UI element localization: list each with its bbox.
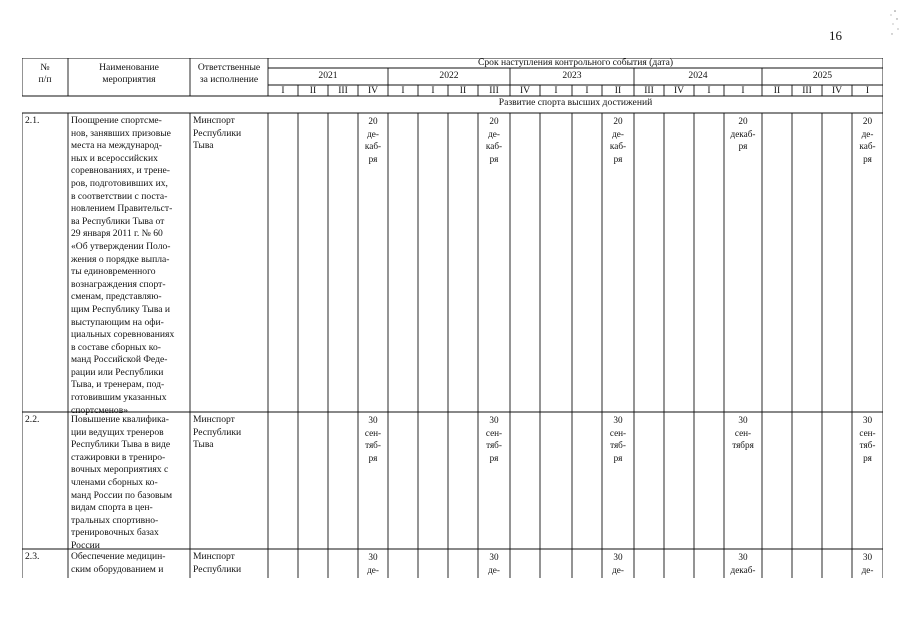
row-deadline-date: 20 де- каб- ря bbox=[485, 116, 503, 164]
quarter-label: III bbox=[644, 85, 654, 96]
row-activity-name: Обеспечение медицин- ским оборудованием и bbox=[71, 551, 166, 575]
quarter-label: III bbox=[338, 85, 348, 96]
row-deadline-date: 30 де- bbox=[612, 552, 624, 575]
row-activity-name: Поощрение спортсме- нов, занявших призовые места на международ- ных и всероссийских соревнованиях, и трене- ров, подготовивших их, в соответствии с поста- новлением Правительст- ва Республики Тыва от 29 января 2011 г. № 60 «Об утверждении Поло- жения о порядке выпла- ты единовременного вознаграждения спорт- сменам, представляю- щим Республику Тыва и выступающим на офи- циальных соревнованиях в составе сборных ко- манд Российской Феде- рации или Республики Тыва, и тренерам, под- готовившим указанных спортсменов» bbox=[71, 115, 175, 416]
row-deadline-date: 30 декаб- bbox=[730, 552, 756, 575]
row-responsible: Минспорт Республики Тыва bbox=[193, 414, 242, 451]
section-title: Развитие спорта высших достижений bbox=[498, 97, 653, 108]
row-deadline-date: 30 де- bbox=[367, 552, 379, 575]
quarter-label: III bbox=[802, 85, 812, 96]
row-deadline-date: 30 де- bbox=[861, 552, 874, 575]
quarter-label: I bbox=[554, 85, 558, 96]
quarter-label: I bbox=[281, 85, 285, 96]
year-label: 2025 bbox=[812, 70, 833, 81]
quarter-label: II bbox=[309, 85, 317, 96]
quarter-label: IV bbox=[367, 85, 379, 96]
quarter-label: I bbox=[401, 85, 405, 96]
row-deadline-date: 20 де- каб- ря bbox=[609, 116, 627, 164]
header-number-column: № п/п bbox=[38, 62, 52, 85]
row-deadline-date: 20 декаб- ря bbox=[730, 116, 756, 152]
header-responsible-column: Ответственные за исполнение bbox=[197, 62, 261, 85]
year-label: 2024 bbox=[688, 70, 708, 81]
row-deadline-date: 30 сен- тяб- ря bbox=[609, 415, 627, 463]
quarter-label: I bbox=[585, 85, 589, 96]
quarter-label: I bbox=[707, 85, 711, 96]
quarter-label: IV bbox=[831, 85, 843, 96]
year-label: 2022 bbox=[439, 70, 459, 81]
scan-speckle-mark bbox=[886, 8, 900, 38]
quarter-label: IV bbox=[519, 85, 531, 96]
row-deadline-date: 30 сен- тяб- ря bbox=[485, 415, 503, 463]
row-deadline-date: 30 де- bbox=[488, 552, 500, 575]
row-deadline-date: 30 сен- тября bbox=[732, 415, 754, 451]
quarter-label: IV bbox=[673, 85, 685, 96]
row-deadline-date: 30 сен- тяб- ря bbox=[859, 415, 876, 463]
quarter-label: II bbox=[614, 85, 622, 96]
quarter-label: I bbox=[865, 85, 870, 96]
row-number: 2.1. bbox=[25, 115, 40, 126]
quarter-label: III bbox=[489, 85, 499, 96]
row-responsible: Минспорт Республики bbox=[193, 551, 242, 575]
year-label: 2023 bbox=[562, 70, 582, 81]
page-number: 16 bbox=[829, 28, 842, 43]
quarter-label: I bbox=[741, 85, 745, 96]
quarter-label: II bbox=[773, 85, 781, 96]
row-deadline-date: 20 де- каб- ря bbox=[859, 116, 876, 164]
row-number: 2.2. bbox=[25, 414, 40, 425]
year-label: 2021 bbox=[318, 70, 338, 81]
row-number: 2.3. bbox=[25, 551, 40, 562]
row-deadline-date: 30 сен- тяб- ря bbox=[364, 415, 382, 463]
row-activity-name: Повышение квалифика- ции ведущих тренеров Республики Тыва в виде стажировки в трениро- вочных мероприятиях с членами сборных ко- манд России по базовым видам спорта в цен- тральных спортивно- тренировочных базах России bbox=[71, 414, 173, 551]
quarter-label: I bbox=[431, 85, 435, 96]
row-responsible: Минспорт Республики Тыва bbox=[193, 115, 242, 152]
quarter-label: II bbox=[459, 85, 467, 96]
row-deadline-date: 20 де- каб- ря bbox=[364, 116, 382, 164]
header-name-column: Наименование мероприятия bbox=[99, 62, 159, 85]
header-term-column: Срок наступления контрольного события (дата) bbox=[477, 57, 674, 68]
